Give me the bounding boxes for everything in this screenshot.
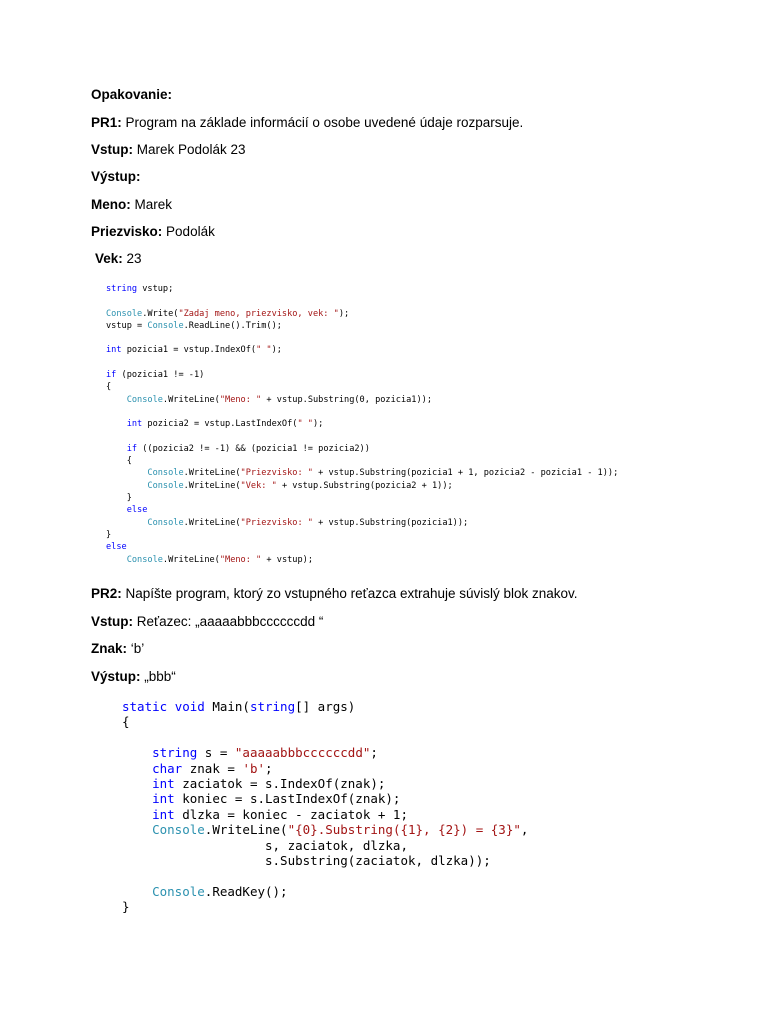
heading-opakovanie: Opakovanie: (91, 87, 173, 102)
pr1-vstup: Vstup: Marek Podolák 23 (91, 142, 246, 157)
pr1-meno: Meno: Marek (91, 197, 173, 212)
code-block-pr1: string vstup; Console.Write("Zadaj meno, priezvisko, vek: "); vstup = Console.ReadLine().Trim(); int pozicia1 = vstup.IndexOf(" "); if (pozicia1 != -1) { Console.WriteLine("Meno: " + vstup.Substring(0, pozicia1)); int pozicia2 = vstup.LastIndexOf(" "); if ((pozicia2 != -1) && (pozicia1 != pozicia2)) { Console.WriteLine("Priezvisko: " + vstup.Substring(pozicia1 + 1, pozicia2 - pozicia1 - 1)); Console.WriteLine("Vek: " + vstup.Substring(pozicia2 + 1)); } else Console.WriteLine("Priezvisko: " + vstup.Substring(pozicia1)); } else Console.WriteLine("Meno: " + vstup); (106, 284, 619, 565)
pr2-vystup: Výstup: „bbb“ (91, 669, 176, 684)
pr2-vstup: Vstup: Reťazec: „aaaaabbbccccccdd “ (91, 614, 324, 629)
pr2-znak: Znak: ‘b’ (91, 641, 145, 656)
pr2-statement: PR2: Napíšte program, ktorý zo vstupného reťazca extrahuje súvislý blok znakov. (91, 586, 578, 601)
code-block-pr2: static void Main(string[] args) { string s = "aaaaabbbccccccdd"; char znak = 'b'; int zaciatok = s.IndexOf(znak); int koniec = s.LastIndexOf(znak); int dlzka = koniec - zaciatok + 1; Console.WriteLine("{0}.Substring({1}, {2}) = {3}", s, zaciatok, dlzka, s.Substring(zaciatok, dlzka)); Console.ReadKey(); } (122, 699, 529, 915)
pr1-priezvisko: Priezvisko: Podolák (91, 224, 215, 239)
pr1-vek: Vek: 23 (95, 251, 142, 266)
pr1-statement: PR1: Program na základe informácií o osobe uvedené údaje rozparsuje. (91, 115, 524, 130)
pr1-vystup-label: Výstup: (91, 169, 141, 184)
